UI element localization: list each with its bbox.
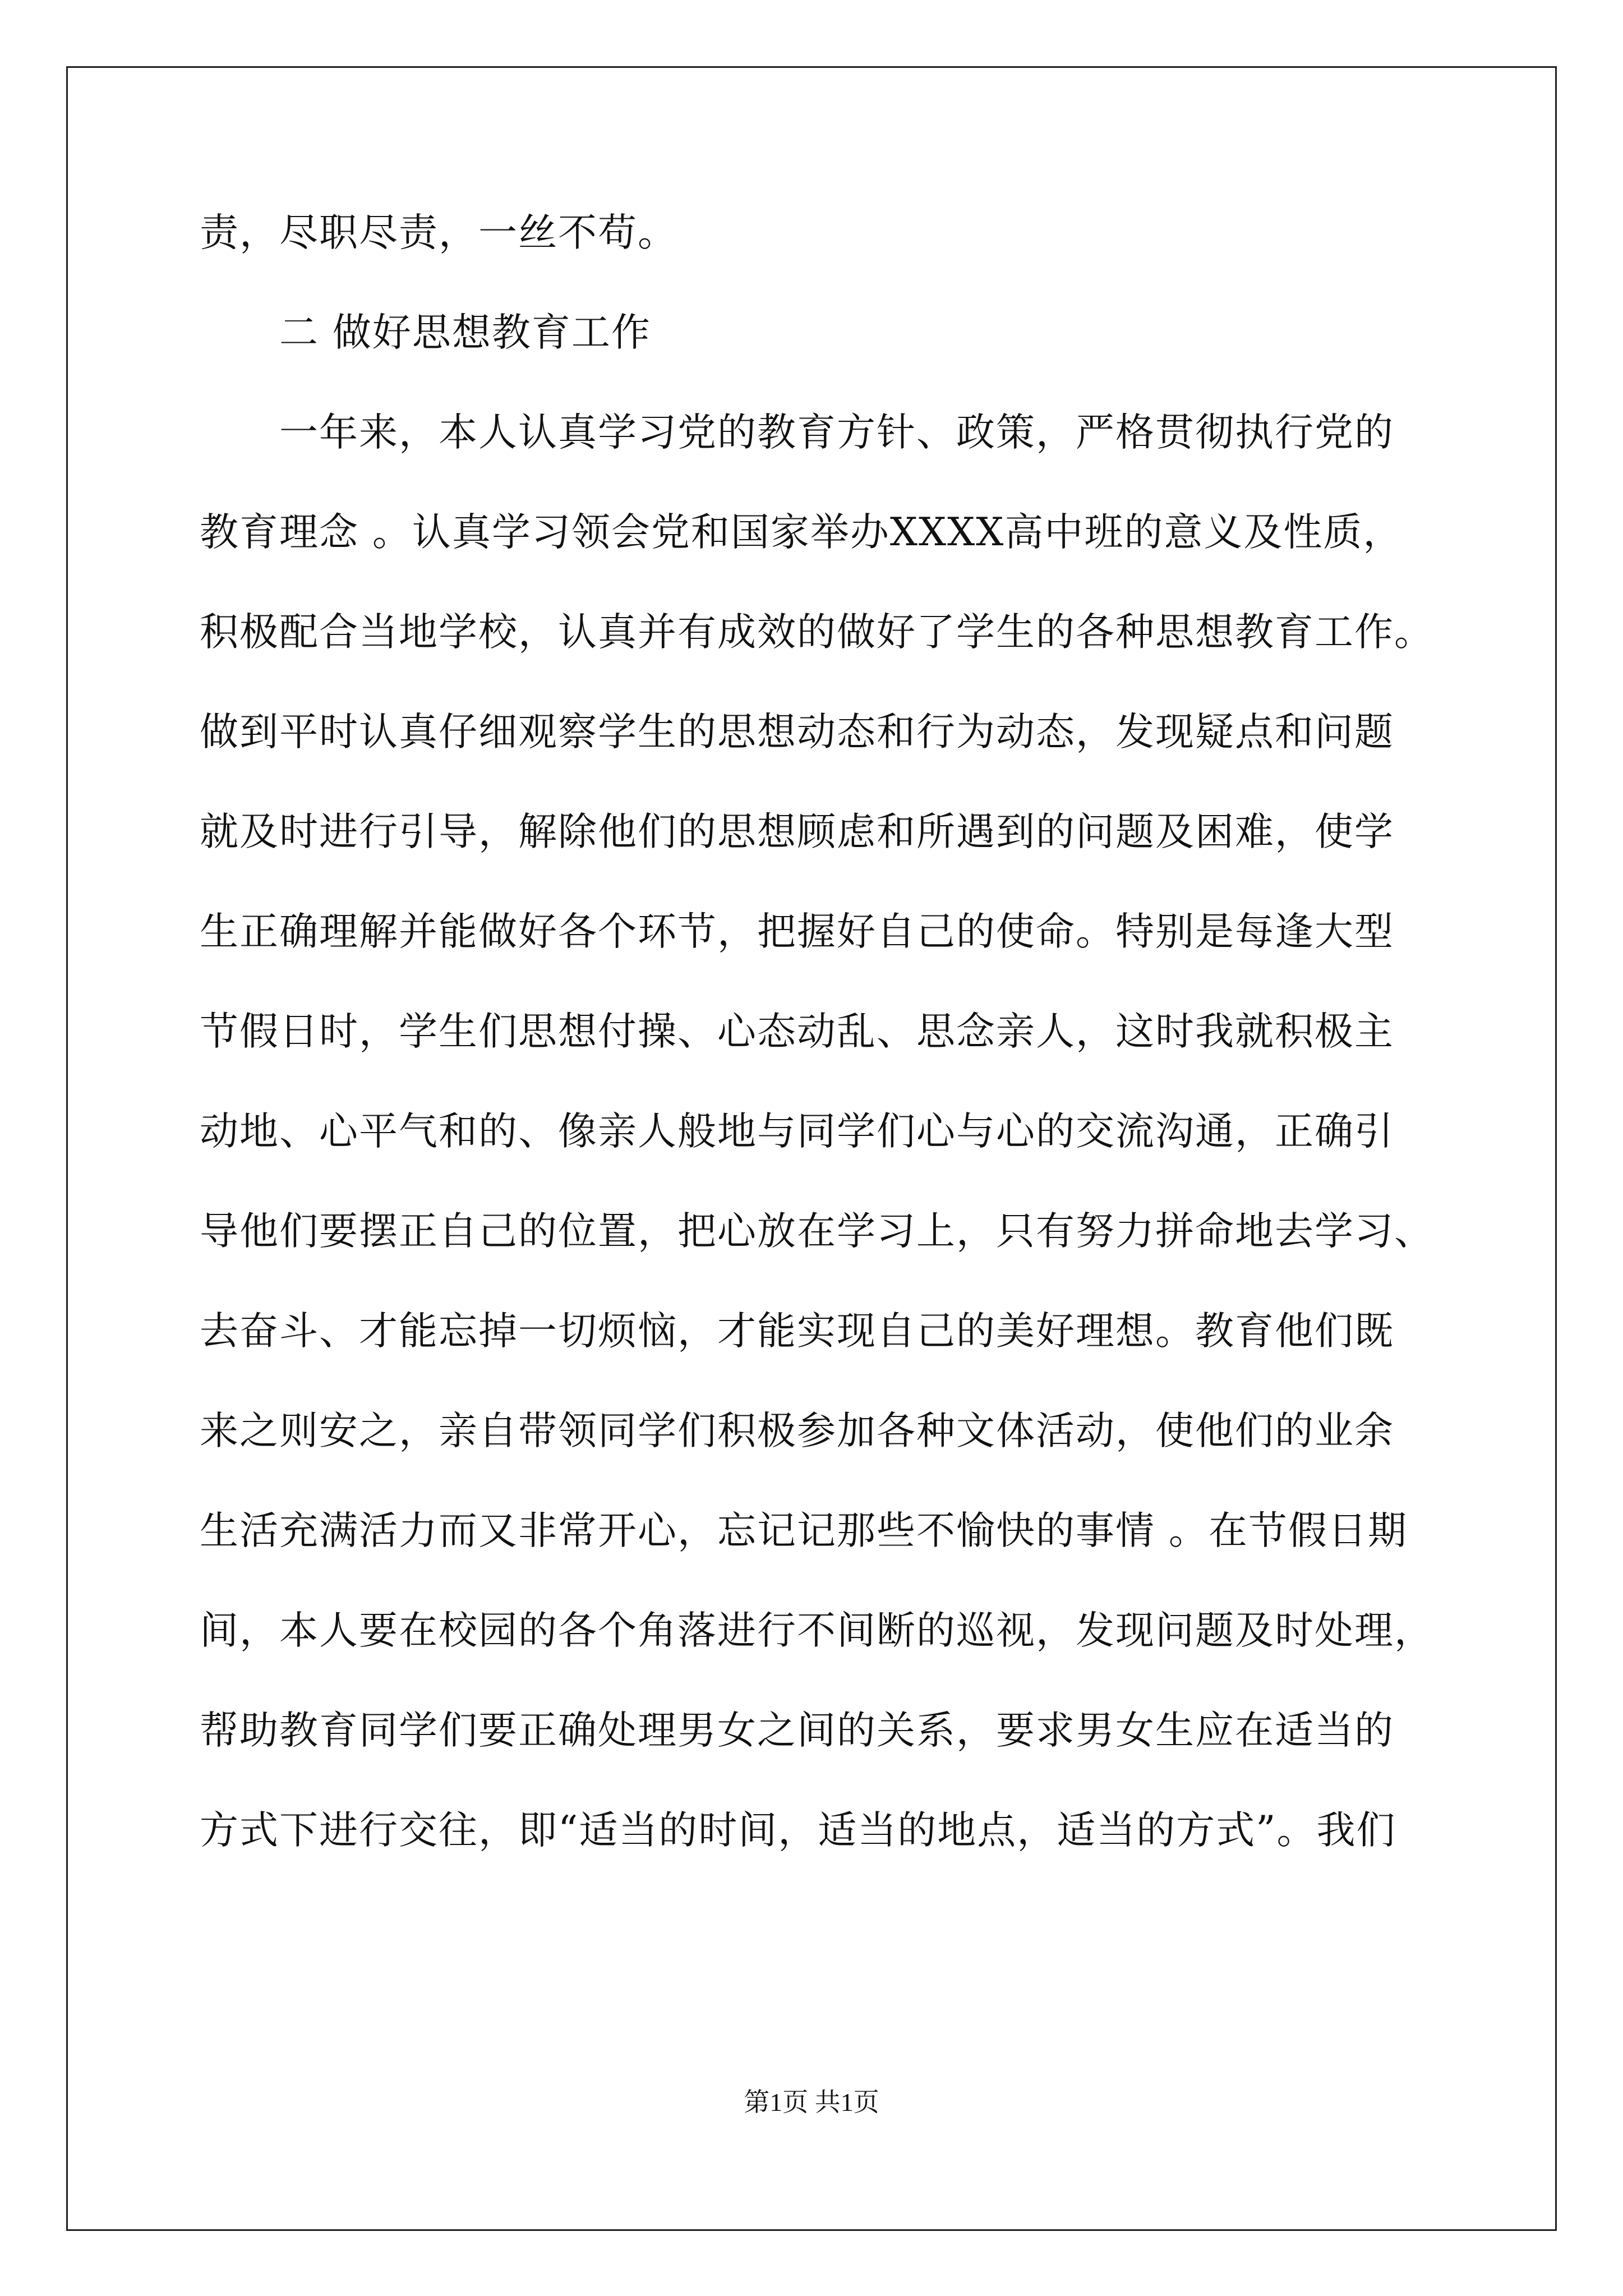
paragraph-line: 动地、心平气和的、像亲人般地与同学们心与心的交流沟通，正确引 [200,1109,1394,1154]
paragraph-line: 导他们要摆正自己的位置，把心放在学习上，只有努力拼命地去学习、 [200,1209,1434,1254]
paragraph-line: 节假日时，学生们思想付操、心态动乱、思念亲人，这时我就积极主 [200,1009,1394,1054]
section-heading: 二 做好思想教育工作 [200,310,651,355]
paragraph-line: 去奋斗、才能忘掉一切烦恼，才能实现自己的美好理想。教育他们既 [200,1309,1394,1354]
paragraph-line: 生活充满活力而又非常开心，忘记记那些不愉快的事情 。在节假日期 [200,1508,1408,1553]
paragraph-line: 就及时进行引导，解除他们的思想顾虑和所遇到的问题及困难，使学 [200,809,1394,854]
paragraph-line: 来之则安之，亲自带领同学们积极参加各种文体活动，使他们的业余 [200,1409,1394,1453]
paragraph-line: 帮助教育同学们要正确处理男女之间的关系，要求男女生应在适当的 [200,1708,1394,1753]
paragraph-line: 生正确理解并能做好各个环节，把握好自己的使命。特别是每逢大型 [200,909,1394,954]
paragraph-line: 一年来，本人认真学习党的教育方针、政策，严格贯彻执行党的 [200,410,1394,455]
paragraph-line: 责，尽职尽责，一丝不苟。 [200,210,677,255]
paragraph-line: 方式下进行交往，即“适当的时间，适当的地点，适当的方式”。我们 [200,1808,1396,1853]
paragraph-line: 教育理念 。认真学习领会党和国家举办XXXX高中班的意义及性质， [200,510,1403,555]
paragraph-line: 间，本人要在校园的各个角落进行不间断的巡视，发现问题及时处理， [200,1608,1434,1653]
paragraph-line: 做到平时认真仔细观察学生的思想动态和行为动态，发现疑点和问题 [200,710,1394,754]
paragraph-line: 积极配合当地学校，认真并有成效的做好了学生的各种思想教育工作。 [200,610,1434,655]
page-footer: 第1页 共1页 [744,2088,879,2116]
